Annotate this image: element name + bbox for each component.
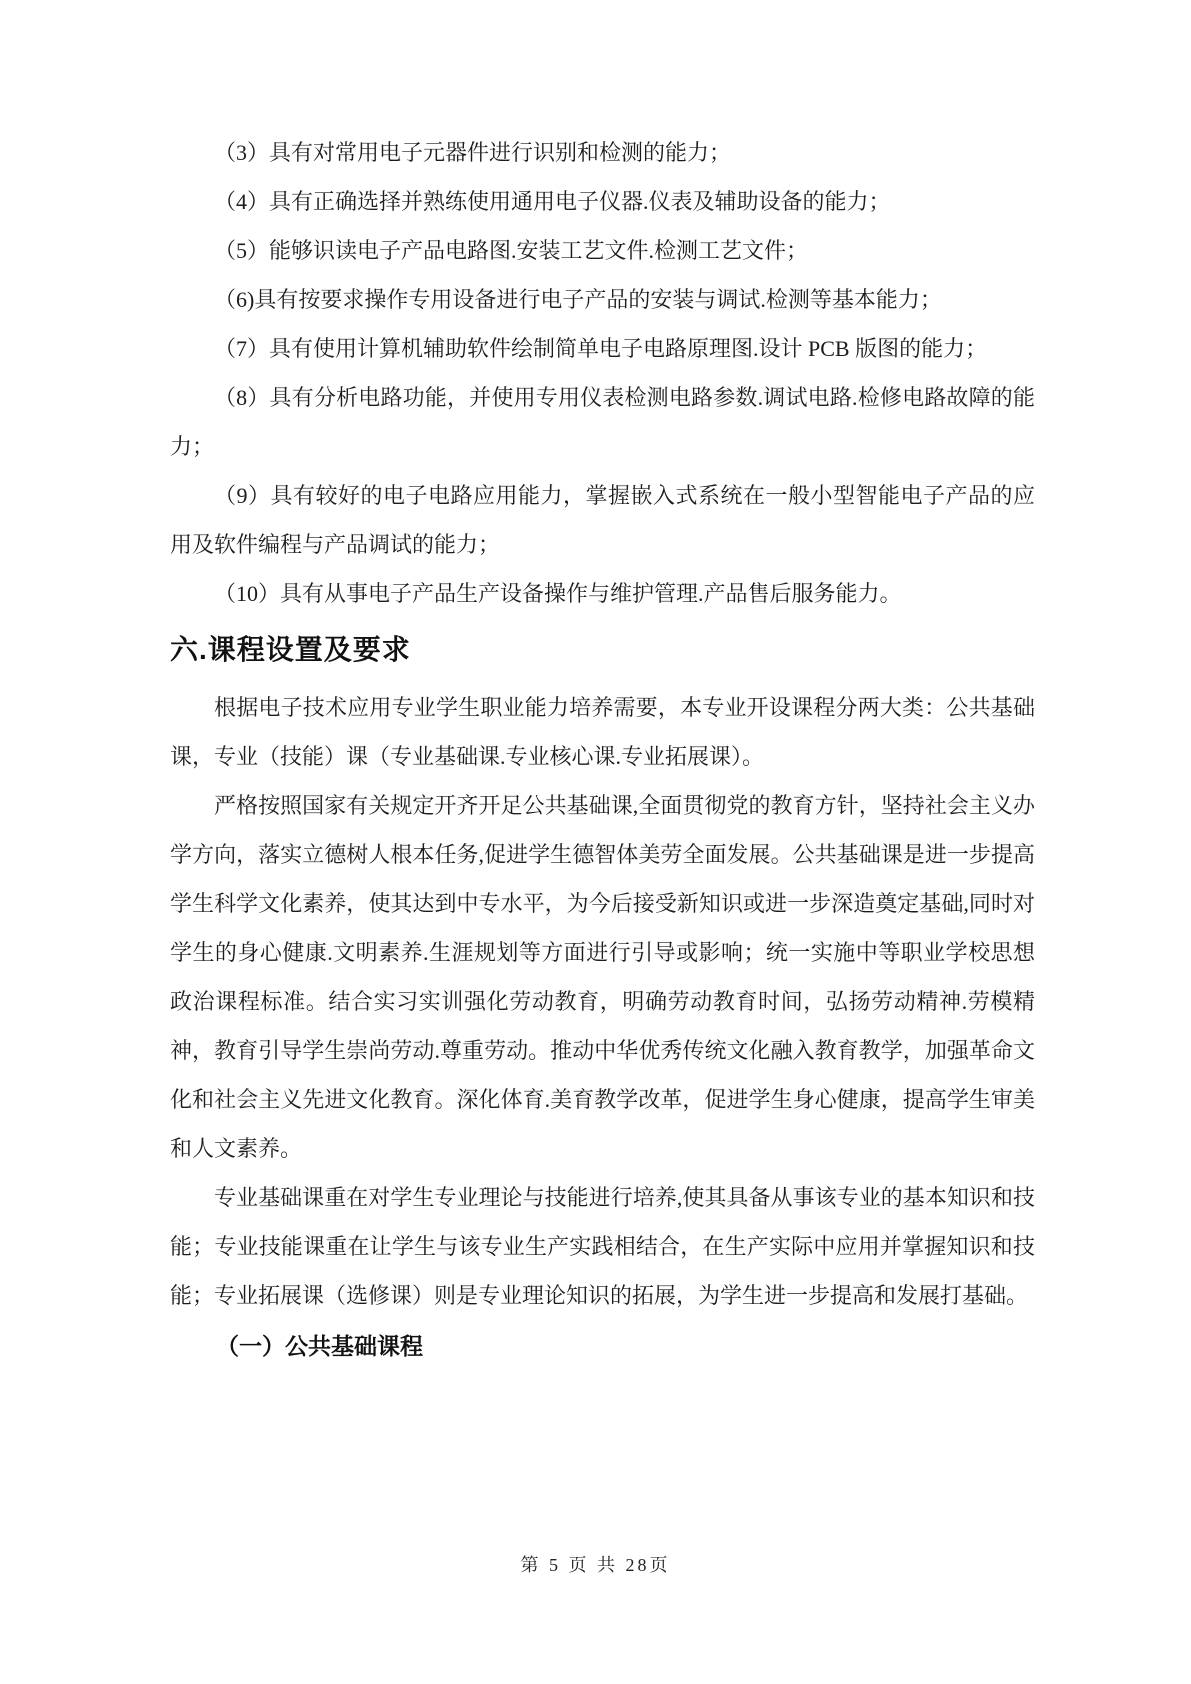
list-item: （3）具有对常用电子元器件进行识别和检测的能力； (214, 140, 732, 165)
list-item: （10）具有从事电子产品生产设备操作与维护管理.产品售后服务能力。 (214, 581, 902, 606)
list-item: （6)具有按要求操作专用设备进行电子产品的安装与调试.检测等基本能力； (214, 287, 942, 312)
paragraph: 专业基础课重在对学生专业理论与技能进行培养,使其具备从事该专业的基本知识和技能；专业技能课重在让学生与该专业生产实践相结合，在生产实际中应用并掌握知识和技能；专业拓展课（选修课）则是专业理论知识的拓展，为学生进一步提高和发展打基础。 (170, 1185, 1035, 1308)
list-item: （4）具有正确选择并熟练使用通用电子仪器.仪表及辅助设备的能力； (214, 189, 891, 214)
paragraph: 根据电子技术应用专业学生职业能力培养需要，本专业开设课程分两大类：公共基础课，专业（技能）课（专业基础课.专业核心课.专业拓展课）。 (170, 695, 1035, 769)
paragraph: 严格按照国家有关规定开齐开足公共基础课,全面贯彻党的教育方针，坚持社会主义办学方向，落实立德树人根本任务,促进学生德智体美劳全面发展。公共基础课是进一步提高学生科学文化素养，使其达到中专水平，为今后接受新知识或进一步深造奠定基础,同时对学生的身心健康.文明素养.生涯规划等方面进行引导或影响；统一实施中等职业学校思想政治课程标准。结合实习实训强化劳动教育，明确劳动教育时间，弘扬劳动精神.劳模精神，教育引导学生崇尚劳动.尊重劳动。推动中华优秀传统文化融入教育教学，加强革命文化和社会主义先进文化教育。深化体育.美育教学改革，促进学生身心健康，提高学生审美和人文素养。 (170, 793, 1035, 1161)
subsection-heading: （一）公共基础课程 (216, 1333, 423, 1359)
list-item: （5）能够识读电子产品电路图.安装工艺文件.检测工艺文件； (214, 238, 809, 263)
list-item: （9）具有较好的电子电路应用能力，掌握嵌入式系统在一般小型智能电子产品的应用及软件编程与产品调试的能力； (170, 483, 1035, 557)
list-item: （7）具有使用计算机辅助软件绘制简单电子电路原理图.设计 PCB 版图的能力； (214, 336, 988, 361)
section-heading: 六.课程设置及要求 (170, 634, 411, 665)
page-footer: 第 5 页 共 28页 (520, 1555, 671, 1575)
list-item: （8）具有分析电路功能，并使用专用仪表检测电路参数.调试电路.检修电路故障的能力； (170, 385, 1035, 459)
